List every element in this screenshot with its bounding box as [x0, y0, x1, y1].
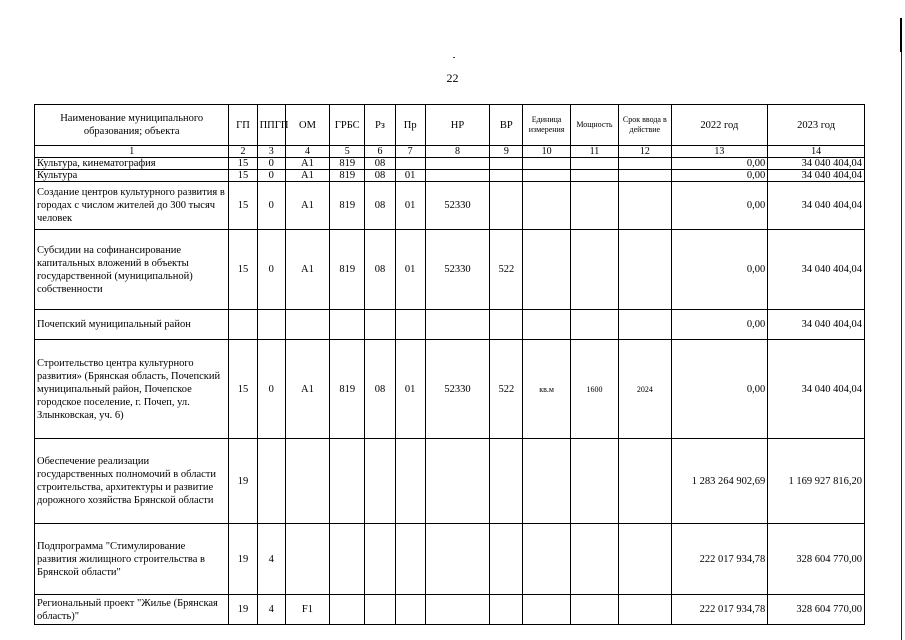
- cell-y2023: 34 040 404,04: [768, 170, 865, 182]
- cell-grbs: [330, 595, 365, 625]
- header-gp: ГП: [229, 105, 257, 146]
- table-body: [35, 158, 865, 625]
- cell-deadline: [619, 524, 671, 595]
- header-deadline: Срок ввода в действие: [619, 105, 671, 146]
- cell-deadline: [619, 158, 671, 170]
- cell-y2023: 34 040 404,04: [768, 230, 865, 310]
- cell-vr: [490, 595, 523, 625]
- cell-y2023: 1 169 927 816,20: [768, 439, 865, 524]
- column-number: 10: [523, 146, 570, 158]
- header-name: Наименование муниципального образования; объекта: [35, 105, 229, 146]
- cell-nr: 52330: [425, 230, 489, 310]
- cell-ppgp: 4: [257, 524, 285, 595]
- cell-deadline: 2024: [619, 340, 671, 439]
- cell-om: А1: [285, 170, 329, 182]
- scan-edge-line: [901, 52, 902, 640]
- cell-nr: 52330: [425, 340, 489, 439]
- cell-om: [285, 310, 329, 340]
- cell-grbs: 819: [330, 182, 365, 230]
- cell-power: [570, 310, 618, 340]
- column-number: 9: [490, 146, 523, 158]
- header-pr: Пр: [395, 105, 425, 146]
- cell-nr: [425, 439, 489, 524]
- cell-y2022: 222 017 934,78: [671, 595, 768, 625]
- cell-power: [570, 595, 618, 625]
- header-row: [35, 105, 865, 146]
- cell-y2023: 34 040 404,04: [768, 310, 865, 340]
- cell-y2023: 328 604 770,00: [768, 595, 865, 625]
- cell-power: [570, 158, 618, 170]
- cell-gp: 15: [229, 230, 257, 310]
- header-rz: Рз: [365, 105, 395, 146]
- cell-ppgp: 0: [257, 182, 285, 230]
- cell-pr: [395, 524, 425, 595]
- scan-edge-bar: [900, 18, 902, 52]
- cell-vr: [490, 524, 523, 595]
- column-number: 5: [330, 146, 365, 158]
- header-ppgp: ППГП: [257, 105, 285, 146]
- cell-y2022: 0,00: [671, 230, 768, 310]
- cell-grbs: [330, 524, 365, 595]
- cell-nr: [425, 310, 489, 340]
- column-number: 1: [35, 146, 229, 158]
- cell-vr: 522: [490, 340, 523, 439]
- cell-nr: [425, 158, 489, 170]
- cell-unit: [523, 595, 570, 625]
- cell-gp: 15: [229, 182, 257, 230]
- column-number: 14: [768, 146, 865, 158]
- cell-ppgp: 0: [257, 340, 285, 439]
- cell-pr: [395, 595, 425, 625]
- column-number: 2: [229, 146, 257, 158]
- header-om: ОМ: [285, 105, 329, 146]
- cell-grbs: 819: [330, 340, 365, 439]
- cell-deadline: [619, 170, 671, 182]
- cell-grbs: [330, 439, 365, 524]
- cell-ppgp: 4: [257, 595, 285, 625]
- cell-y2022: 0,00: [671, 158, 768, 170]
- cell-rz: [365, 439, 395, 524]
- table-row: [35, 182, 865, 230]
- column-number: 3: [257, 146, 285, 158]
- cell-name: Почепский муниципальный район: [35, 310, 229, 340]
- cell-om: [285, 439, 329, 524]
- cell-name: Подпрограмма "Стимулирование развития жилищного строительства в Брянской области": [35, 524, 229, 595]
- cell-name: Культура, кинематография: [35, 158, 229, 170]
- column-number: 11: [570, 146, 618, 158]
- cell-unit: [523, 310, 570, 340]
- cell-y2023: 328 604 770,00: [768, 524, 865, 595]
- cell-y2022: 0,00: [671, 310, 768, 340]
- cell-gp: [229, 310, 257, 340]
- header-vr: ВР: [490, 105, 523, 146]
- cell-name: Обеспечение реализации государственных полномочий в области строительства, архитектуры и развитие дорожного хозяйства Брянской области: [35, 439, 229, 524]
- cell-om: [285, 524, 329, 595]
- cell-gp: 15: [229, 340, 257, 439]
- cell-power: [570, 524, 618, 595]
- cell-pr: [395, 310, 425, 340]
- column-number: 13: [671, 146, 768, 158]
- cell-name: Строительство центра культурного развития» (Брянская область, Почепский муниципальный район, Почепское городское поселение, г. Почеп, ул. Злынковская, уч. 6): [35, 340, 229, 439]
- column-number: 7: [395, 146, 425, 158]
- table-row: [35, 310, 865, 340]
- cell-vr: [490, 170, 523, 182]
- cell-rz: 08: [365, 182, 395, 230]
- cell-power: [570, 230, 618, 310]
- cell-om: А1: [285, 230, 329, 310]
- table-row: [35, 439, 865, 524]
- cell-gp: 19: [229, 524, 257, 595]
- header-grbs: ГРБС: [330, 105, 365, 146]
- cell-gp: 19: [229, 439, 257, 524]
- cell-gp: 15: [229, 170, 257, 182]
- table-row: [35, 230, 865, 310]
- header-unit: Единица измерения: [523, 105, 570, 146]
- cell-deadline: [619, 310, 671, 340]
- cell-vr: [490, 439, 523, 524]
- cell-unit: [523, 182, 570, 230]
- cell-y2023: 34 040 404,04: [768, 182, 865, 230]
- cell-unit: [523, 158, 570, 170]
- cell-ppgp: 0: [257, 158, 285, 170]
- cell-power: [570, 439, 618, 524]
- cell-unit: [523, 230, 570, 310]
- cell-pr: 01: [395, 170, 425, 182]
- column-number: 12: [619, 146, 671, 158]
- cell-pr: [395, 439, 425, 524]
- cell-pr: 01: [395, 340, 425, 439]
- table-row: [35, 340, 865, 439]
- cell-rz: 08: [365, 158, 395, 170]
- cell-rz: 08: [365, 230, 395, 310]
- cell-grbs: 819: [330, 230, 365, 310]
- cell-ppgp: 0: [257, 230, 285, 310]
- cell-rz: [365, 310, 395, 340]
- cell-power: 1600: [570, 340, 618, 439]
- column-number: 4: [285, 146, 329, 158]
- cell-rz: 08: [365, 340, 395, 439]
- cell-grbs: [330, 310, 365, 340]
- cell-name: Субсидии на софинансирование капитальных вложений в объекты государственной (муниципальной) собственности: [35, 230, 229, 310]
- column-number: 6: [365, 146, 395, 158]
- cell-nr: 52330: [425, 182, 489, 230]
- cell-y2022: 1 283 264 902,69: [671, 439, 768, 524]
- header-nr: НР: [425, 105, 489, 146]
- cell-y2022: 0,00: [671, 182, 768, 230]
- column-number: 8: [425, 146, 489, 158]
- cell-deadline: [619, 439, 671, 524]
- cell-rz: 08: [365, 170, 395, 182]
- cell-om: А1: [285, 182, 329, 230]
- cell-nr: [425, 524, 489, 595]
- cell-gp: 19: [229, 595, 257, 625]
- cell-unit: [523, 439, 570, 524]
- cell-gp: 15: [229, 158, 257, 170]
- header-2023: 2023 год: [768, 105, 865, 146]
- cell-nr: [425, 595, 489, 625]
- cell-pr: [395, 158, 425, 170]
- cell-y2022: 0,00: [671, 170, 768, 182]
- cell-grbs: 819: [330, 158, 365, 170]
- cell-unit: [523, 524, 570, 595]
- column-number-row: [35, 146, 865, 158]
- cell-name: Создание центров культурного развития в городах с числом жителей до 300 тысяч человек: [35, 182, 229, 230]
- table-row: [35, 170, 865, 182]
- budget-table: [34, 104, 865, 625]
- cell-unit: кв.м: [523, 340, 570, 439]
- cell-om: F1: [285, 595, 329, 625]
- cell-power: [570, 182, 618, 230]
- cell-rz: [365, 524, 395, 595]
- cell-ppgp: 0: [257, 170, 285, 182]
- cell-name: Культура: [35, 170, 229, 182]
- cell-y2023: 34 040 404,04: [768, 158, 865, 170]
- cell-deadline: [619, 595, 671, 625]
- cell-vr: [490, 158, 523, 170]
- table-row: [35, 595, 865, 625]
- cell-pr: 01: [395, 230, 425, 310]
- cell-deadline: [619, 182, 671, 230]
- cell-y2023: 34 040 404,04: [768, 340, 865, 439]
- cell-y2022: 0,00: [671, 340, 768, 439]
- cell-vr: [490, 182, 523, 230]
- cell-y2022: 222 017 934,78: [671, 524, 768, 595]
- cell-pr: 01: [395, 182, 425, 230]
- header-power: Мощность: [570, 105, 618, 146]
- cell-power: [570, 170, 618, 182]
- cell-vr: [490, 310, 523, 340]
- cell-deadline: [619, 230, 671, 310]
- cell-rz: [365, 595, 395, 625]
- page-number: 22: [446, 71, 459, 85]
- table-row: [35, 158, 865, 170]
- cell-name: Региональный проект "Жилье (Брянская область)": [35, 595, 229, 625]
- cell-grbs: 819: [330, 170, 365, 182]
- cell-ppgp: [257, 310, 285, 340]
- cell-vr: 522: [490, 230, 523, 310]
- cell-ppgp: [257, 439, 285, 524]
- cell-unit: [523, 170, 570, 182]
- cell-nr: [425, 170, 489, 182]
- table-row: [35, 524, 865, 595]
- scan-dot-mark: [453, 57, 455, 58]
- cell-om: А1: [285, 340, 329, 439]
- cell-om: А1: [285, 158, 329, 170]
- header-2022: 2022 год: [671, 105, 768, 146]
